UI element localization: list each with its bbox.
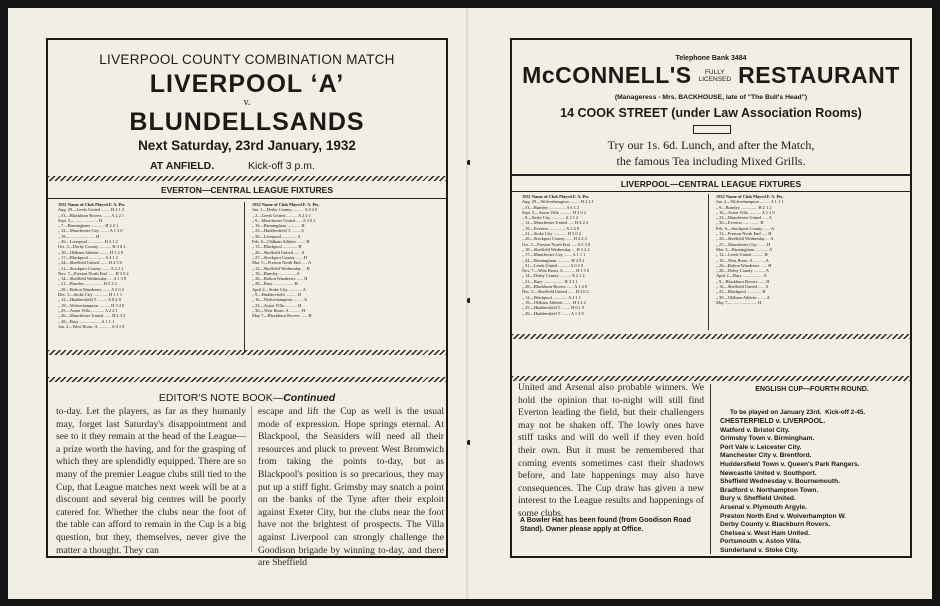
fixture-row: April 2—Bury .................. A — [716, 273, 767, 279]
fixture-row: „ 24—Sheffield United ....... H 2 5 0 — [58, 260, 122, 266]
fixture-row: „ 12—Leeds United .......... H — [716, 252, 768, 258]
versus-label: v. — [243, 97, 251, 108]
everton-fixtures-1932 — [252, 202, 432, 346]
fixture-row: Jan. 1—Derby County .......... A 0 2 0 — [252, 207, 318, 213]
fixture-row: „ 12—Huddersfield T. ........ A 0 2 0 — [58, 297, 121, 303]
fixture-row: „ 12—Blackpool ............. A 1 1 1 — [522, 294, 581, 300]
cup-tie: Watford v. Bristol City. — [720, 426, 790, 434]
everton-fixtures-1931 — [58, 202, 238, 346]
fixtures-header: 1931 Name of Club Played F. A. Pts. — [58, 202, 126, 207]
cup-ties-list — [714, 418, 910, 556]
liverpool-fixtures-1931 — [522, 194, 702, 330]
rule — [512, 174, 910, 176]
cup-tie: Bradford v. Northampton Town. — [720, 486, 819, 494]
fixtures-header: 1932 Name of Club Played F. A. Pts. — [252, 202, 320, 207]
fixture-row: „ 23—Huddersfield T. ....... A — [252, 228, 305, 234]
competition-heading: LIVERPOOL COUNTY COMBINATION MATCH — [99, 52, 395, 67]
telephone-number: Telephone Bank 3484 — [675, 55, 747, 62]
fixture-row: „ 28—Derby County .......... A — [716, 268, 769, 274]
fixture-row: Nov. 7—West Brom. A. ......... H 1 3 0 — [522, 268, 590, 274]
manageress-note: (Manageress - Mrs. BACKHOUSE, late of "The Bull's Head") — [614, 94, 808, 101]
fixture-row: Oct. 3—Preston North End ..... A 2 3 0 — [522, 241, 591, 247]
column-divider — [251, 406, 252, 552]
fixture-row: „ 9—Burnley ............... H 2 1 2 — [716, 204, 772, 210]
fixture-row: „ 19—Burnley ............... A — [252, 270, 300, 276]
wavy-divider — [512, 334, 910, 339]
notebook-column-2: escape and lift the Cup as well is the usual mode of expression. Hope springs eternal. At Blackpool, the Seasiders will need all their resources and pluck to prevent West Bromwich from taking the points to-day, but as Blackpool's position is so precarious, they may put up a stiff fight. Grimsby may snatch a point on the banks of the Tyne after their exploit against Exeter City, but the clubs near the foot have not the brightest of prospects. The Villa against Liverpool can strongly challenge the Goodison brigade by winning to-day, and there are Sheffield — [258, 406, 444, 569]
fixture-row: „ 27—Manchester City ....... H — [716, 241, 771, 247]
fixture-row: „ 23—Manchester United ..... A — [716, 215, 772, 221]
fixture-row: Nov. 7—Preston North End ...... H 3 0 2 — [58, 270, 129, 276]
cup-tie: CHESTERFIELD v. LIVERPOOL. — [720, 418, 826, 425]
notebook-column-1: to-day. Let the players, as far as they humanly may, forget last Saturday's disappointment and see to it they remain at the head of the League—a prize worth the having, and for the grasping of which they are splendidly equipped. There are so many of the premier League clubs still tied to the Cup, that League matches next week will be at a discount and several big centres will be poorly catered for. Whether the clubs near the foot of the table can afford to remain in the Cup is a big question, but they, themselves, never give the matter a thought. They can — [56, 406, 246, 556]
fixture-row: „ 28—Bury ................... A 1 1 1 — [58, 318, 115, 324]
fixture-row: „ 10—Sheffield Wednesday ... H 3 2 2 — [522, 246, 590, 252]
wavy-divider — [512, 376, 910, 381]
fixture-row: „ 25—Huddersfield T. ....... H 0 1 0 — [522, 305, 585, 311]
fixture-row: „ 26—Stockport County ...... H 4 2 2 — [522, 236, 587, 242]
away-team: BLUNDELLSANDS — [129, 108, 365, 136]
fixture-row: „ 12—Manchester City ........ A 1 3 0 — [58, 228, 123, 234]
fixture-row: „ 31—Stockport County ....... A 2 2 1 — [58, 265, 124, 271]
fixture-row: „ 16—Wolverhampton ......... A — [252, 297, 308, 303]
fixture-row: „ 26—Manchester United ...... H 4 3 2 — [58, 313, 126, 319]
fixture-row: „ 16—Sheffield United ...... A — [716, 284, 769, 290]
cup-tie: Sunderland v. Stoke City. — [720, 546, 799, 554]
licensed-line-1: FULLY — [704, 68, 725, 76]
cup-tie: Chelsea v. West Ham United. — [720, 529, 810, 537]
restaurant-name-main: McCONNELL'S — [522, 62, 692, 88]
notebook-title — [48, 392, 446, 404]
fixture-row: May 7— ...................... H — [716, 299, 762, 305]
cup-tie: Sheffield Wednesday v. Bournemouth. — [720, 478, 840, 486]
kickoff-time: Kick-off 3 p.m. — [248, 160, 315, 172]
cup-tie: Manchester City v. Brentford. — [720, 452, 812, 460]
fixture-row: „ 26—Huddersfield T. ....... A 1 3 0 — [522, 310, 584, 316]
liverpool-fixtures-1932 — [716, 194, 898, 330]
fixture-row: „ 21—Burnley ................ H 5 2 2 — [58, 281, 117, 287]
match-venue: AT ANFIELD. — [150, 160, 215, 172]
liverpool-fixtures-title: LIVERPOOL—CENTRAL LEAGUE FIXTURES — [620, 179, 802, 189]
wavy-divider — [48, 176, 446, 181]
fixture-row: May 7—Blackburn Rovers ...... H — [252, 313, 312, 319]
fixture-row: „ 28—Bury .................. H — [252, 281, 298, 287]
fixture-row: April 2—Stoke City ............ A — [252, 286, 306, 292]
cup-tie: Grimsby Town v. Birmingham. — [720, 435, 815, 443]
restaurant-address: 14 COOK STREET (under Law Association Rooms) — [560, 106, 862, 120]
fixture-row: „ 26—Liverpool .............. H 4 1 2 — [58, 239, 118, 245]
fixtures-rows — [58, 207, 238, 329]
fixture-row: Dec. 5—Sheffield United ...... H 2 0 2 — [522, 289, 589, 295]
lost-property-notice: A Bowler Hat has been found (from Goodison Road Stand). Owner please apply at Office. — [520, 517, 691, 533]
ad-line-1: Try our 1s. 6d. Lunch, and after the Match, — [607, 138, 815, 152]
fixture-row: „ 14—Sheffield Wednesday .... A 1 3 0 — [58, 276, 127, 282]
notebook-title-main: EDITOR'S NOTE BOOK— — [158, 392, 284, 404]
fixtures-rows — [252, 207, 432, 318]
fixture-row: „ 13—Blackpool ............. H — [252, 244, 302, 250]
fixture-row: „ 30—Oldham Athletic ....... A — [716, 294, 770, 300]
fixture-row: Jan. 2—Wolverhampton ......... A 1 1 1 — [716, 199, 784, 205]
restaurant-name — [512, 62, 910, 94]
fixture-row: „ 31—Burnley ............... A 6 1 2 — [522, 204, 580, 210]
home-team: LIVERPOOL ‘A’ — [149, 70, 345, 98]
fixture-row: Sept. 5—Aston Villa ........... H 3 0 2 — [522, 209, 586, 215]
fixture-row: „ 14—Derby County .......... A 2 1 2 — [522, 273, 585, 279]
fixtures-header: 1931 Name of Club Played F. A. Pts. — [522, 194, 590, 199]
fixture-row: Jan. 2—West Brom. A. .......... A 0 1 0 — [58, 323, 125, 329]
fixture-row: „ 21—Bury .................. H 3 3 1 — [522, 278, 578, 284]
fixture-row: Feb. 6—Stockport County ...... A — [716, 225, 775, 231]
fixture-row: „ 26—Bolton Wanderers ...... H — [252, 276, 308, 282]
cup-tie: Newcastle United v. Southport. — [720, 469, 817, 477]
fixture-row: „ 12—Sheffield Wednesday ... H — [252, 265, 310, 271]
fixture-row: „ 26—Bolton Wanderers ...... H — [716, 262, 772, 268]
cup-date — [714, 409, 910, 416]
fixture-row: „ 17—Manchester City ....... A 1 1 1 — [522, 252, 586, 258]
rule — [48, 198, 446, 199]
fixture-row: „ 19—Oldham Athletic ....... H 3 2 2 — [522, 299, 586, 305]
licensed-badge — [699, 69, 732, 83]
fixtures-rows — [522, 199, 702, 316]
fixture-row: „ 19—Wolverhampton .......... H 3 4 0 — [58, 302, 125, 308]
cup-tie: Derby County v. Blackburn Rovers. — [720, 521, 831, 529]
left-page — [8, 8, 470, 599]
fixture-row: „ 21—Stoke City ............ H 3 0 2 — [522, 231, 581, 237]
licensed-line-2: LICENSED — [698, 75, 732, 83]
cup-draw — [714, 384, 910, 554]
fixture-row: Aug. 29—Wolverhampton ......... H 2 2 1 — [522, 199, 594, 205]
fixture-row: „ 2—Leeds United .......... A 2 2 1 — [252, 212, 311, 218]
fixture-row: „ 30—Everton ............... H — [716, 220, 764, 226]
decorative-box — [693, 125, 731, 134]
fixture-row: „ 19— ...................... H — [58, 233, 100, 239]
fixture-row: „ 31—Blackburn Rovers ....... A 2 2 1 — [58, 212, 125, 218]
fixture-row: „ 10—Oldham Athletic ........ H 1 2 0 — [58, 249, 123, 255]
fixture-row: „ 20—Sheffield United ...... A — [252, 249, 305, 255]
cup-tie: Arsenal v. Plymouth Argyle. — [720, 503, 807, 511]
fixture-row: „ 9—Manchester United ..... A 3 0 2 — [252, 217, 316, 223]
restaurant-name-suffix: RESTAURANT — [738, 62, 900, 88]
cup-kickoff: Kick-off 2-45. — [825, 409, 866, 416]
fixture-row: „ 9—Stoke City ............ A 2 1 2 — [522, 215, 579, 221]
fixture-row: „ 12—Manchester United ..... H 4 2 2 — [522, 220, 589, 226]
fixture-row: „ 9—Blackburn Rovers ...... H — [716, 278, 770, 284]
right-page — [470, 8, 932, 599]
fixture-row: „ 20—Sheffield Wednesday ... A — [716, 236, 774, 242]
fixture-row: „ 30—Liverpool ............. A — [252, 233, 301, 239]
cup-tie: Portsmouth v. Aston Villa. — [720, 538, 802, 546]
match-date: Next Saturday, 23rd January, 1932 — [138, 138, 356, 153]
column-divider — [244, 202, 245, 352]
fixture-row: „ 31—Leeds United .......... A 0 2 0 — [522, 262, 584, 268]
fixture-row: „ 16—Aston Villa ........... A 1 3 0 — [716, 209, 775, 215]
fixture-row: „ 16—Birmingham ............ H — [252, 223, 305, 229]
cup-tie: Port Vale v. Leicester City. — [720, 443, 802, 451]
everton-fixtures-title: EVERTON—CENTRAL LEAGUE FIXTURES — [160, 185, 334, 195]
notebook-title-continued: Continued — [283, 392, 336, 404]
cup-tie: Bury v. Sheffield United. — [720, 495, 796, 503]
column-divider — [708, 194, 709, 330]
cup-tie: Huddersfield Town v. Queen's Park Rangers. — [720, 460, 860, 468]
rule — [512, 191, 910, 192]
notebook-continuation: United and Arsenal also probable winners. We hold the opinion that to-night will still find Everton leading the field, but their challengers may not be shaken off. The lowly ones have stiff tasks and will do well if they even hold their own. But it must be remembered that coming events sometimes cast their shadows before, and late happenings may also have consequences. The Cup draw has given a new interest to the League results and happenings of some clubs. — [518, 382, 704, 519]
fixture-row: „ 19—Everton ............... A 1 4 0 — [522, 225, 579, 231]
fixture-row: „ 24—Birmingham ............ H 4 0 2 — [522, 257, 585, 263]
ad-line-2: the famous Tea including Mixed Grills. — [616, 154, 806, 168]
wavy-divider — [48, 377, 446, 382]
fixture-row: „ 23—Blackpool ............. H — [716, 289, 766, 295]
cup-played-on: To be played on January 23rd. — [730, 409, 822, 416]
fixture-row: Sept. 5— .................... H — [58, 217, 102, 223]
fixture-row: „ 9—Huddersfield .......... H — [252, 292, 301, 298]
column-divider — [710, 384, 711, 554]
fixture-row: Mar. 5—Birmingham ............ A — [716, 246, 773, 252]
fixture-row: „ 30—West Brom. A. ......... H — [252, 307, 306, 313]
fixtures-rows — [716, 199, 898, 305]
fixture-row: „ 28—Blackburn Rovers ...... A 1 4 0 — [522, 284, 587, 290]
cup-title: ENGLISH CUP—FOURTH ROUND. — [755, 386, 869, 393]
fixture-row: „ 28—Bolton Wanderers ....... A 2 0 2 — [58, 286, 124, 292]
fixture-row: Oct. 3—Derby County ........... H 3 0 2 — [58, 244, 126, 250]
fixture-row: Feb. 6—Oldham Athletic ....... H — [252, 239, 310, 245]
fixture-row: Mar. 5—Preston North End ..... A — [252, 260, 312, 266]
fixture-row: „ 13—Preston North End ..... H — [716, 231, 772, 237]
fixture-row: Aug. 29—Leeds United ........ H 4 1 2 — [58, 207, 125, 213]
wavy-divider — [48, 350, 446, 355]
fixture-row: „ 27—Stockport County ...... H — [252, 254, 307, 260]
fixture-row: „ 7—Birmingham ............ H 2 2 1 — [58, 223, 119, 229]
fixture-row: Dec. 5—Stoke City ............. H 1 1 1 — [58, 292, 123, 298]
fixtures-header: 1932 Name of Club Played F. A. Pts. — [716, 194, 784, 199]
fixture-row: „ 17—Blackpool .............. A 4 1 2 — [58, 254, 119, 260]
fixture-row: „ 25—Aston Villa ............ A 2 2 1 — [58, 307, 118, 313]
fixture-row: „ 23—Aston Villa ........... H — [252, 302, 302, 308]
fixture-row: „ 19—West Brom. A. ......... A — [716, 257, 769, 263]
cup-tie: Preston North End v. Wolverhampton W. — [720, 512, 847, 520]
